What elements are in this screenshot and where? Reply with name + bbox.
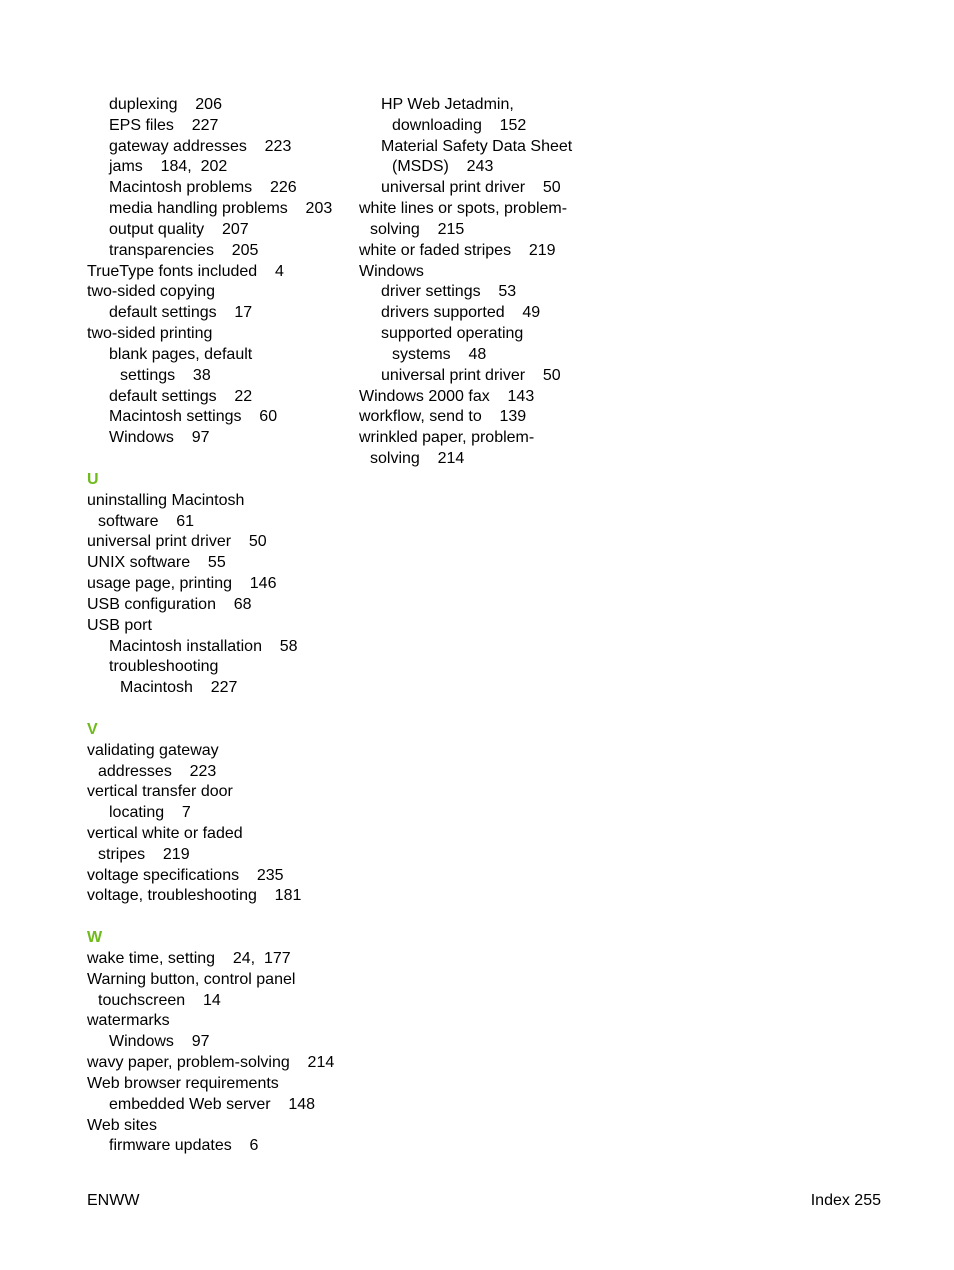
index-entry: vertical white or faded [87,824,243,842]
index-subentry: systems 48 [392,345,487,363]
index-entry: Windows 2000 fax 143 [359,387,535,405]
index-entry: vertical transfer door [87,783,233,801]
section-letter: U [87,470,99,488]
index-subentry: jams 184, 202 [109,158,228,176]
index-subentry: driver settings 53 [381,283,517,301]
index-subentry: EPS files 227 [109,116,219,134]
index-entry: software 61 [98,512,195,530]
section-gap [87,449,347,470]
section-gap [87,699,347,720]
index-column-left [87,95,347,1157]
index-entry: Web sites [87,1116,157,1134]
index-subentry: blank pages, default [109,345,253,363]
index-subentry: output quality 207 [109,220,249,238]
index-entry: TrueType fonts included 4 [87,262,284,280]
index-subentry: (MSDS) 243 [392,158,494,176]
index-subentry: locating 7 [109,804,191,822]
index-entry: solving 215 [370,220,465,238]
index-entry: UNIX software 55 [87,554,226,572]
index-entry: usage page, printing 146 [87,575,277,593]
index-entry: white lines or spots, problem- [359,200,568,218]
index-entry: validating gateway [87,741,219,759]
index-entry: Windows [359,262,424,280]
index-subentry: Windows 97 [109,429,210,447]
index-subentry: downloading 152 [392,116,527,134]
index-entry: solving 214 [370,450,465,468]
index-subentry: default settings 17 [109,304,253,322]
footer-page-number: Index 255 [810,1192,881,1209]
index-subentry: Macintosh settings 60 [109,408,278,426]
index-subentry: firmware updates 6 [109,1137,259,1155]
index-entry: USB configuration 68 [87,595,252,613]
index-entry: wake time, setting 24, 177 [87,949,291,967]
index-subentry: drivers supported 49 [381,304,541,322]
index-entry: voltage, troubleshooting 181 [87,887,302,905]
index-subentry: troubleshooting [109,658,219,676]
index-subentry: gateway addresses 223 [109,137,292,155]
index-subentry: default settings 22 [109,387,253,405]
index-entry: touchscreen 14 [98,991,221,1009]
index-entry: two-sided printing [87,325,213,343]
index-entry: addresses 223 [98,762,217,780]
index-entry: USB port [87,616,152,634]
index-subentry: Macintosh 227 [120,679,238,697]
index-subentry: HP Web Jetadmin, [381,96,514,113]
index-subentry: universal print driver 50 [381,179,561,197]
index-entry: wavy paper, problem-solving 214 [87,1054,335,1072]
index-subentry: settings 38 [120,366,211,384]
index-subentry: Material Safety Data Sheet [381,137,573,155]
index-subentry: Macintosh problems 226 [109,179,297,197]
section-gap [87,907,347,928]
section-letter: V [87,720,98,738]
index-entry: voltage specifications 235 [87,866,284,884]
index-entry: wrinkled paper, problem- [359,429,535,447]
index-entry: watermarks [87,1012,170,1030]
index-subentry: Macintosh installation 58 [109,637,298,655]
index-subentry: universal print driver 50 [381,366,561,384]
index-subentry: Windows 97 [109,1033,210,1051]
index-subentry: embedded Web server 148 [109,1095,316,1113]
footer-left-label: ENWW [87,1192,140,1209]
index-entry: universal print driver 50 [87,533,267,551]
index-entry: stripes 219 [98,845,190,863]
index-entry: two-sided copying [87,283,216,301]
index-subentry: duplexing 206 [109,96,222,113]
index-entry: workflow, send to 139 [359,408,527,426]
section-letter: W [87,929,103,947]
index-subentry: transparencies 205 [109,241,259,259]
index-subentry: media handling problems 203 [109,200,333,218]
index-subentry: supported operating [381,325,524,343]
index-column-right [359,95,619,470]
index-entry: white or faded stripes 219 [359,241,556,259]
index-entry: uninstalling Macintosh [87,491,245,509]
index-entry: Warning button, control panel [87,970,296,988]
index-entry: Web browser requirements [87,1074,279,1092]
